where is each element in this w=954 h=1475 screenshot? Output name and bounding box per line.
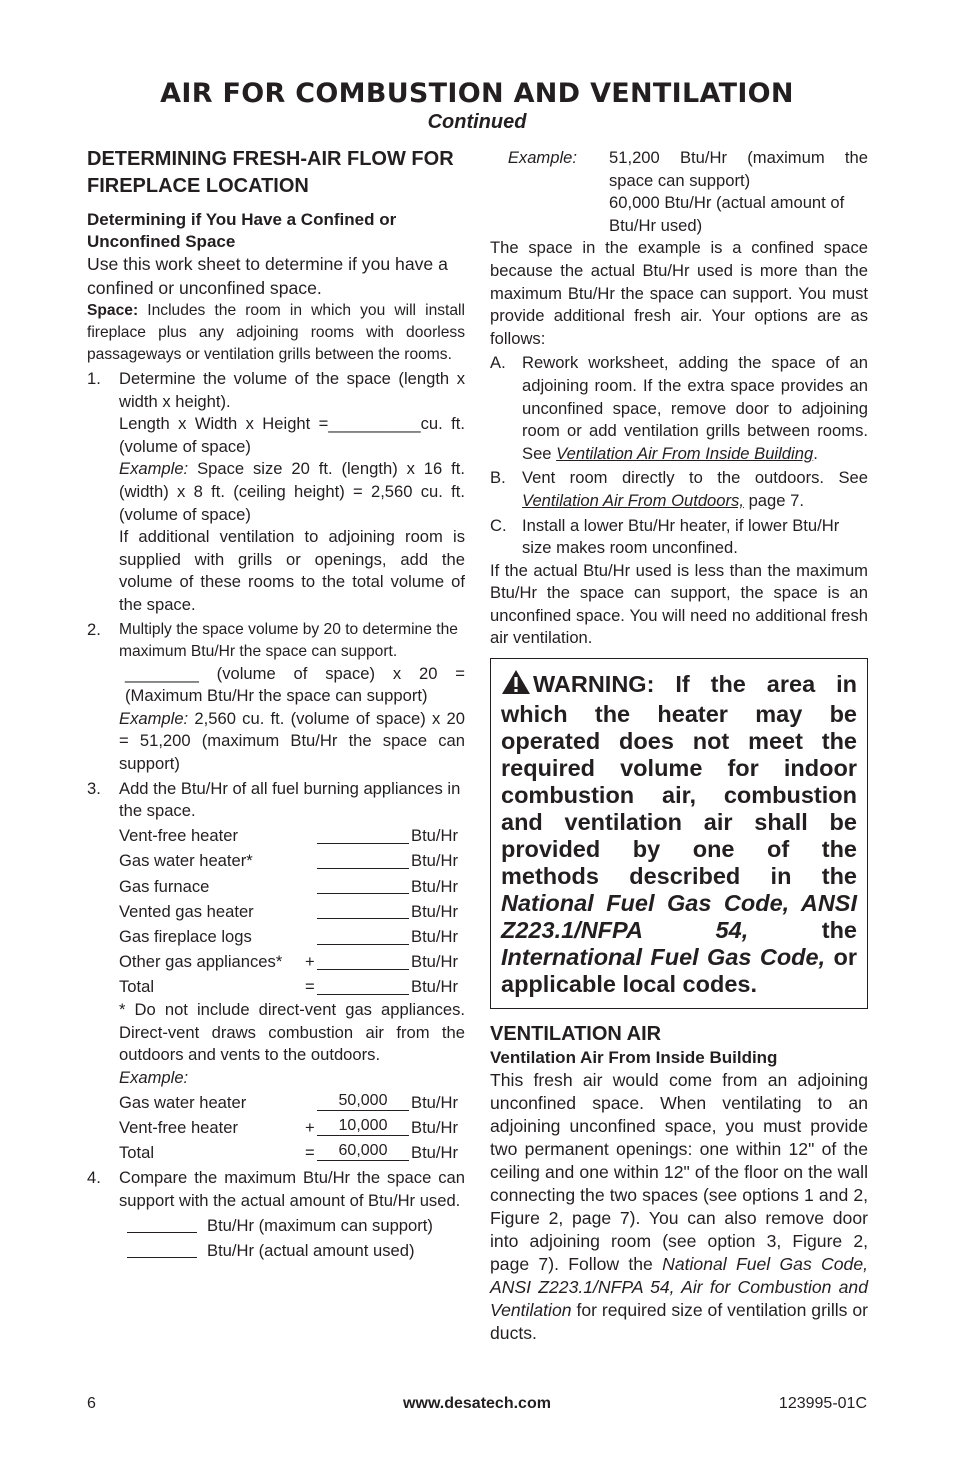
step-1-formula: Length x Width x Height =__________cu. ft. (volume of space): [119, 414, 465, 456]
example-unit: Btu/Hr: [411, 1092, 459, 1112]
option-b-link[interactable]: Ventilation Air From Outdoors,: [522, 490, 744, 510]
appliance-unit: Btu/Hr: [411, 876, 459, 896]
website-link[interactable]: www.desatech.com: [403, 1395, 551, 1412]
appliance-blank-field[interactable]: [317, 902, 409, 919]
appliance-blank-field[interactable]: [317, 953, 409, 970]
appliance-label: Gas water heater*: [119, 851, 253, 871]
option-c: [490, 515, 868, 560]
example-unit: Btu/Hr: [411, 1143, 459, 1163]
example-row: [119, 1140, 465, 1165]
ventilation-tail: for required size of ventilation grills or ducts.: [490, 1300, 869, 1344]
step-2-example-label: Example:: [119, 708, 189, 728]
step-1-example: [119, 458, 465, 526]
appliance-unit: Btu/Hr: [411, 927, 459, 947]
appliance-label: Other gas appliances*: [119, 952, 283, 972]
appliance-blank-field[interactable]: [317, 978, 409, 995]
step-2-example: [119, 708, 465, 776]
document-number: 123995-01C: [778, 1395, 867, 1412]
step-1-note: If additional ventilation to adjoining room is supplied with grills or openings, add the volume of these rooms to the total volume of the space.: [119, 527, 465, 614]
page-number: 6: [87, 1395, 96, 1412]
page-subtitle: Continued: [427, 111, 527, 133]
step-2: [87, 619, 465, 776]
appliance-operator: =: [305, 977, 315, 997]
example-label: Total: [119, 1143, 155, 1163]
ventilation-heading: VENTILATION AIR: [490, 1023, 662, 1046]
space-label: Space:: [87, 302, 139, 319]
example-unit: Btu/Hr: [411, 1118, 459, 1138]
step-1-example-text: Space size 20 ft. (length) x 16 ft. (width) x 8 ft. (ceiling height) = 2,560 cu. ft. (volume of space): [119, 459, 465, 524]
space-text: Includes the room in which you will install fireplace plus any adjoining rooms with doorless passageways or ventilation grills between the rooms.: [87, 302, 465, 363]
right-column: [490, 146, 868, 1345]
appliance-row: [119, 848, 465, 873]
appliance-row: [119, 923, 465, 948]
compare-label: Btu/Hr (maximum can support): [207, 1215, 433, 1235]
step-2-formula: ________ (volume of space) x 20 = (Maximum Btu/Hr the space can support): [125, 663, 465, 706]
example-line-2: 60,000 Btu/Hr (actual amount of Btu/Hr used): [609, 193, 845, 235]
space-paragraph: [87, 300, 465, 366]
ventilation-text: This fresh air would come from an adjoining unconfined space. When ventilating to an adjoining unconfined space, you must provide two permanent openings: one within 12" of the ceiling and one within 12" of the floor on the wall connecting the two spaces (see options 1 and 2, Figure 2, page 7). You can also remove door into adjoining room (see option 3, Figure 2, page 7). Follow the: [490, 1070, 868, 1275]
compare-row: [127, 1212, 465, 1237]
option-c-letter: C.: [490, 515, 507, 535]
example-label: Example:: [507, 148, 577, 167]
intro-text: Use this work sheet to determine if you have a confined or unconfined space.: [87, 254, 448, 298]
example-table: [119, 1089, 465, 1165]
option-b-tail: page 7.: [748, 490, 804, 510]
option-b-letter: B.: [490, 468, 506, 488]
step-4: [87, 1167, 465, 1262]
step-4-number: 4.: [87, 1167, 101, 1187]
appliance-unit: Btu/Hr: [411, 952, 459, 972]
step-3-text: Add the Btu/Hr of all fuel burning appliances in the space.: [119, 778, 461, 821]
appliance-blank-field[interactable]: [317, 852, 409, 869]
appliance-unit: Btu/Hr: [411, 977, 459, 997]
appliance-unit: Btu/Hr: [411, 901, 459, 921]
option-a: A. Rework worksheet, adding the space of an adjoining room. If the extra space provides an unconfined space, remove door to adjoining room or add ventilation grills between rooms. See Ventilation Air From Inside Building.: [490, 352, 868, 465]
compare-table: [119, 1212, 465, 1262]
page-title: AIR FOR COMBUSTION AND VENTILATION: [160, 78, 794, 109]
step-3-note: * Do not include direct-vent gas appliances. Direct-vent draws combustion air from the outdoors and vents to the outdoors.: [119, 1000, 465, 1065]
appliance-unit: Btu/Hr: [411, 851, 459, 871]
appliance-label: Total: [119, 977, 155, 997]
warning-triangle-icon: [501, 669, 531, 701]
appliance-unit: Btu/Hr: [411, 826, 459, 846]
appliance-table: [119, 823, 465, 999]
step-1-number: 1.: [87, 369, 101, 388]
appliance-blank-field[interactable]: [317, 928, 409, 945]
step-3-number: 3.: [87, 778, 101, 798]
example-operator: +: [305, 1118, 315, 1138]
step-2-text: Multiply the space volume by 20 to determine the maximum Btu/Hr the space can support.: [119, 620, 458, 660]
section-heading: DETERMINING FRESH-AIR FLOW FOR FIREPLACE LOCATION: [87, 148, 454, 197]
compare-blank-field[interactable]: [127, 1216, 197, 1233]
example-row: [119, 1115, 465, 1140]
option-a-link[interactable]: Ventilation Air From Inside Building: [556, 443, 814, 463]
option-a-text: Rework worksheet, adding the space of an adjoining room. If the extra space provides an unconfined space, remove door to adjoining room or add ventilation grills between rooms. See: [522, 353, 868, 463]
step-1-example-label: Example:: [119, 459, 189, 479]
left-column: [87, 146, 465, 1262]
compare-blank-field[interactable]: [127, 1241, 197, 1258]
appliance-label: Gas furnace: [119, 876, 210, 896]
example-line-1: 51,200 Btu/Hr (maximum the space can support): [609, 148, 868, 190]
compare-row: [127, 1237, 465, 1262]
compare-label: Btu/Hr (actual amount used): [207, 1240, 415, 1260]
appliance-operator: +: [305, 952, 315, 972]
appliance-label: Vent-free heater: [119, 826, 238, 846]
step-2-number: 2.: [87, 619, 101, 639]
option-b: [490, 467, 868, 512]
appliance-row: [119, 823, 465, 848]
appliance-row: [119, 873, 465, 898]
step-2-example-text: 2,560 cu. ft. (volume of space) x 20 = 51,200 (maximum Btu/Hr the space can support): [119, 708, 465, 773]
option-a-letter: A.: [490, 353, 506, 373]
appliance-blank-field[interactable]: [317, 877, 409, 894]
ventilation-subheading: Ventilation Air From Inside Building: [490, 1048, 778, 1068]
step-3-example-label: Example:: [119, 1067, 189, 1087]
warning-box: [490, 658, 868, 1009]
ventilation-paragraph: [490, 1069, 868, 1345]
warning-tail: or applicable local codes.: [501, 944, 857, 998]
subsection-heading: Determining if You Have a Confined or Unconfined Space: [87, 210, 397, 251]
example-label: Vent-free heater: [119, 1118, 238, 1138]
appliance-blank-field[interactable]: [317, 827, 409, 844]
example-value: 60,000: [317, 1144, 409, 1161]
warning-lead: WARNING: If the area in which the heater may be operated does not meet the required volume for indoor combustion air, combustion and ventilation air shall be provided by one of the methods described in the: [501, 671, 857, 890]
appliance-label: Gas fireplace logs: [119, 927, 252, 947]
warning-code-1: National Fuel Gas Code, ANSI Z223.1/NFPA 54,: [501, 890, 857, 944]
step-4-text: Compare the maximum Btu/Hr the space can support with the actual amount of Btu/Hr used.: [119, 1167, 465, 1210]
unconfined-paragraph: If the actual Btu/Hr used is less than the maximum Btu/Hr the space can support, the space is an unconfined space. You will need no additional fresh air ventilation.: [490, 560, 868, 648]
example-label: Gas water heater: [119, 1092, 247, 1112]
warning-the: the: [821, 917, 857, 944]
example-row: [119, 1089, 465, 1114]
option-b-text: Vent room directly to the outdoors. See: [522, 468, 868, 488]
example-value: 10,000: [317, 1119, 409, 1136]
appliance-row: [119, 949, 465, 974]
confined-paragraph: The space in the example is a confined space because the actual Btu/Hr used is more than the maximum Btu/Hr the space can support. You must provide additional fresh air. Your options are as follows:: [490, 238, 868, 348]
ventilation-code: National Fuel Gas Code, ANSI Z223.1/NFPA 54, Air for Combustion and Ventilation: [490, 1254, 869, 1321]
warning-code-2: International Fuel Gas Code,: [501, 944, 826, 971]
appliance-label: Vented gas heater: [119, 901, 254, 921]
step-1: [87, 368, 465, 617]
option-c-text: Install a lower Btu/Hr heater, if lower Btu/Hr size makes room unconfined.: [522, 515, 840, 558]
step-1-text: Determine the volume of the space (length x width x height).: [119, 369, 465, 411]
appliance-row: [119, 898, 465, 923]
appliance-row: [119, 974, 465, 999]
example-block: [490, 147, 868, 237]
step-3: [87, 778, 465, 1165]
example-operator: =: [305, 1143, 315, 1163]
example-value: 50,000: [317, 1094, 409, 1111]
